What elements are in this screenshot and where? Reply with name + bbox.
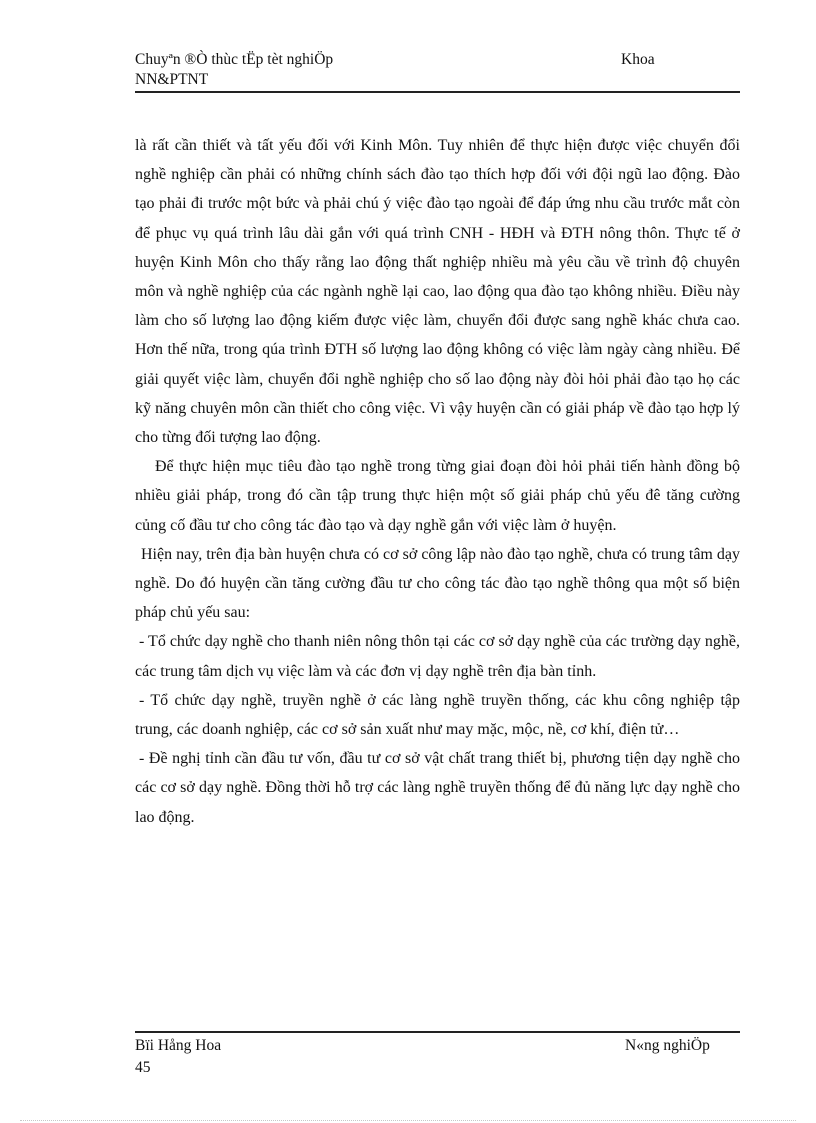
header-subtitle: NN&PTNT <box>135 71 209 88</box>
paragraph: là rất cần thiết và tất yếu đối với Kinh Môn. Tuy nhiên để thực hiện được việc chuyển đổi nghề nghiệp cần phải có những chính sách đào tạo thích hợp đối với đội ngũ lao động. Đào tạo phải đi trước một bức và phải chú ý việc đào tạo ngoài để đáp ứng nhu cầu trước mắt còn để phục vụ quá trình lâu dài gắn với quá trình CNH - HĐH và ĐTH nông thôn. Thực tế ở huyện Kinh Môn cho thấy rằng lao động thất nghiệp nhiều mà yêu cầu về trình độ chuyên môn và nghề nghiệp của các ngành nghề lại cao, lao động qua đào tạo không nhiều. Điều này làm cho số lượng lao động kiếm được việc làm, chuyển đổi được sang nghề khác chưa cao. Hơn thế nữa, trong qúa trình ĐTH số lượng lao động không có việc làm ngày càng nhiều. Để giải quyết việc làm, chuyển đổi nghề nghiệp cho số lao động này đòi hỏi phải đào tạo họ các kỹ năng chuyên môn cần thiết cho công việc. Vì vậy huyện cần có giải pháp về đào tạo hợp lý cho từng đối tượng lao động. <box>135 137 740 447</box>
header-rule <box>135 91 740 93</box>
header-faculty: Khoa <box>621 51 655 68</box>
bullet-item: - Tổ chức dạy nghề, truyền nghề ở các làng nghề truyền thống, các khu công nghiệp tập trung, các doanh nghiệp, các cơ sở sản xuất như may mặc, mộc, nề, cơ khí, điện tử… <box>135 691 740 739</box>
bullet-item: - Đề nghị tỉnh cần đầu tư vốn, đầu tư cơ sở vật chất trang thiết bị, phương tiện dạy nghề cho các cơ sở dạy nghề. Đồng thời hỗ trợ các làng nghề truyền thống để đủ năng lực dạy nghề cho lao động. <box>135 750 740 826</box>
page-header <box>135 47 740 93</box>
page-number: 45 <box>135 1059 151 1076</box>
bullet-item: - Tổ chức dạy nghề cho thanh niên nông thôn tại các cơ sở dạy nghề của các trường dạy nghề, các trung tâm dịch vụ việc làm và các đơn vị dạy nghề trên địa bàn tỉnh. <box>135 633 740 680</box>
header-title: Chuyªn ®Ò thùc tËp tèt nghiÖp <box>135 51 334 68</box>
paragraph: Hiện nay, trên địa bàn huyện chưa có cơ sở công lập nào đào tạo nghề, chưa có trung tâm dạy nghề. Do đó huyện cần tăng cường đầu tư cho công tác đào tạo nghề thông qua một số biện pháp chủ yếu sau: <box>135 545 740 622</box>
footer-department: N«ng nghiÖp <box>625 1037 710 1054</box>
footer-rule <box>135 1031 740 1033</box>
page-bottom-border <box>20 1120 796 1121</box>
document-body <box>135 131 740 832</box>
page-footer <box>135 1035 740 1081</box>
paragraph: Để thực hiện mục tiêu đào tạo nghề trong từng giai đoạn đòi hỏi phải tiến hành đồng bộ nhiều giải pháp, trong đó cần tập trung thực hiện một số giải pháp chủ yếu đê tăng cường củng cố đầu tư cho công tác đào tạo và dạy nghề gắn với việc làm ở huyện. <box>135 458 740 534</box>
footer-author: Bïi Hång Hoa <box>135 1037 222 1054</box>
